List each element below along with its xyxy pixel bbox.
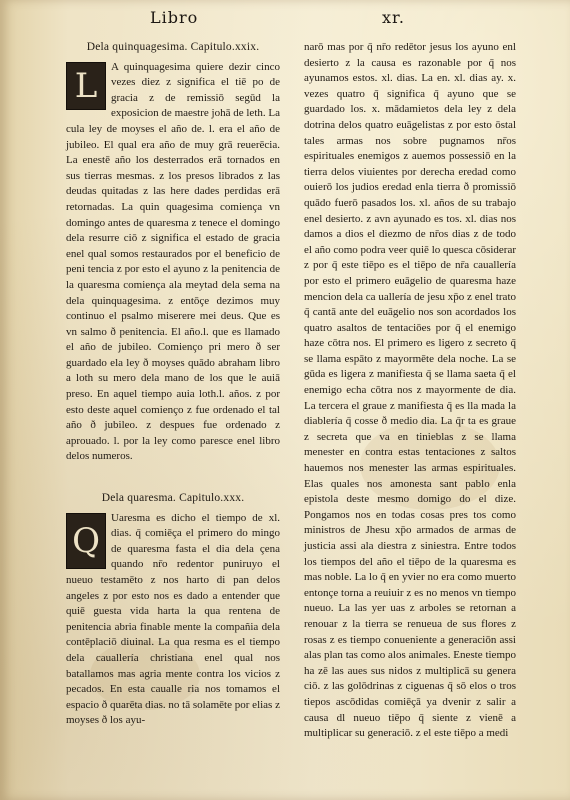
running-head-right: xr. [382, 8, 405, 27]
section-heading-quaresma: Dela quaresma. Capitulo.xxx. [101, 492, 245, 505]
decorated-initial: L [66, 62, 106, 110]
right-column [304, 40, 516, 742]
paragraph-text: Uaresma es dicho el tiempo de xl. dias. q̄ comiēça el primero do mingo de quaresma fasta el dia dela çena quando nr̄o redentor puniruyo el nueuo testamēto z nos harto di pan delos angeles z por esto nos es dado a entender que quiē guesta vida harta la qua rentena de penitencia abria finable mente la compañia dela contēplaciō diuinal. La qua resma es el tiempo dela cauallería christiana enel qual nos batallamos mas agria mente contra los vicios z pecados. En esta caualle ria nos tomamos el espacio ð quarēta dias. no tā solamēte por elias z moyses ð los ayu- [66, 511, 280, 727]
left-column [66, 40, 280, 729]
section-gap [66, 465, 280, 491]
paragraph-text: A quinquagesima quiere dezir cinco vezes diez z significa el tiē po de gracia z de remissiō segūd la exposicion de maestre johā de leth. La cula ley de moyses el año de. l. era el año de jubileo. El qual era año de muy grā reuerēcia. La enestē año los desterrados erā tornados en sus tierras mesmas. z los presos librados z las deudas quitadas z las here dades perdidas erā retornadas. La quin quagesima comiença vn domingo antes de quaresma z tenece el domingo dela resurre ciō z significa el estado de gracia enel qual somos restaurados por el beneficio de peni tencia z por esto el ayuno z la penitencia de la quaresma comiença ala meytad dela sema na dela quinquagesima. z entōçe dezimos muy continuo el psalmo miserere mei deus. Que es vn salmo ð penitencia. El año.l. que es llamado el año de jubileo. Comienço pri mero ð ser guardado ela ley ð moyses quādo abraham libro a loth su mero dela mano de los que le auiā preso. En aquel tiempo auia loth.l. años. z por esto deste aquel comienço z fue ordenado el tal año ð jubileo. z despues fue ordenado z aprouado. l. por la ley como paresce enel libro delos numeros. [66, 60, 280, 463]
section-text-quaresma [66, 511, 280, 729]
decorated-initial: Q [66, 513, 106, 569]
paragraph-text: narō mas por q̄ nr̄o redētor jesus los ayuno enl desierto z la causa es razonable por q̄ nos ayunamos estos. xl. dias. La en. xl. dias ay. x. vezes quatro q̄ significa q̄ ayuno que se guardado los. x. mādamietos dela ley z dela dotrina delos quatro euāgelistas z por esto ōstal tales armas nos sobre pugnamos nr̄os espirituales enemigos z auemos possessiō en la tierra delos viuientes por derecha eredad como ouierō los judios eredad enla tierra ð promissiō quādo fuerō pasados los. xl. años de su trabajo enel desierto. z avn ayunado es tos. xl. dias nos damos a dios el diezmo de nr̄os dias z de todo el año como podra veer quiē lo quesca cōsiderar z por q̄ este tiēpo es el tiēpo de nr̄a cauallería por esto el primero euāgelio de quaresma haze mencion dela ca uallería de jesu xp̄o z enel trato q̄ cantā ante del euāgelio nos son acordados los quatro asaltos de tentaciōes por q̄ el enemigo haze cōtra nos. El primero es ligero z secreto q̄ se llama espāto z mayormēte dela noche. La se gūda es ligera z manifiesta q̄ se llama saeta q̄ el enemigo echa cōtra nos z mayormente de dia. La tercera el graue z manifiesta q̄ es lla mada la diablería q̄ cosse ð medio dia. La q̄r ta es graue z secreta que va en tinieblas z se llama menester en contra estas tentaciones z saltos hauemos nos menester las armas espirituales. Elas quales nos amonesta sant pablo enla epistola deste mesmo domigo do el dize. Pongamos nos en todas cosas pres tos como ministros de Jhesu xp̄o armados de armas de justicia assi ala diestra z siniestra. Entre todos los tiempos del año el tiēpo de la quaresma es mas noble. La lo q̄ en yvier no era como muerto entonçe torna a reuiuir z es no menos vn tiempo nueuo. La las yer uas z arboles se retornan a renouar z la tierra se renueua de sus flores z rosas z es tiempo conueniente a generaciōn assi alas plan tas como alos animales. Eneste tiempo ha zē las aues sus nidos z multiplicā su genera ciō. z las golōdrinas z ciguenas q̄ sō elos o tros tiepos ascōdidas comiēçā ya dvenir z salir a causa dl nueuo tiēpo q̄ siente z vienē a multiplicar su generaciō. z el este tiēpo a medi [304, 41, 516, 740]
section-heading-quinquagesima: Dela quinquagesima. Capitulo.xxix. [86, 41, 260, 53]
running-head-left: Libro [150, 8, 199, 27]
section-text-quinquagesima [66, 60, 280, 465]
